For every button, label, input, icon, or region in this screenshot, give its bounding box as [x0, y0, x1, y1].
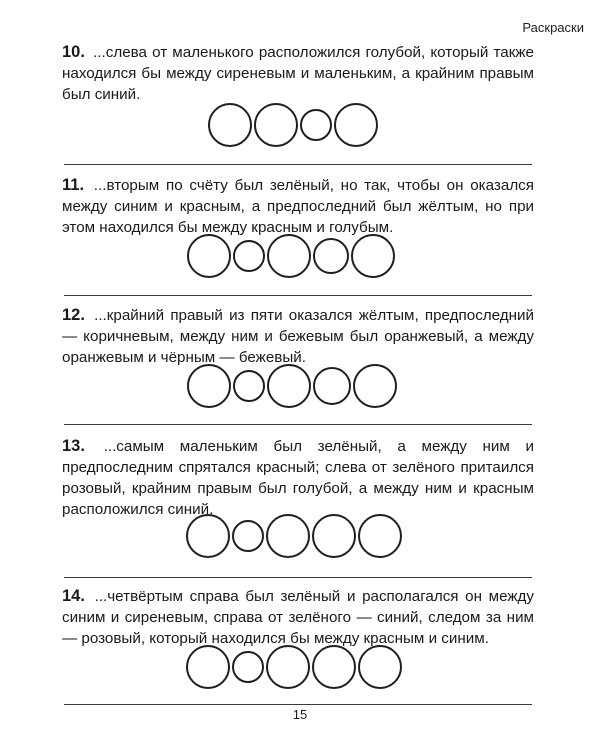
task-number: 10.: [62, 43, 85, 61]
task-12: [62, 305, 534, 368]
circle-outline[interactable]: [312, 645, 356, 689]
divider: [64, 704, 532, 705]
circle-outline[interactable]: [267, 364, 311, 408]
circle-row-12: [187, 364, 397, 408]
circle-outline[interactable]: [312, 514, 356, 558]
circle-outline[interactable]: [313, 367, 351, 405]
circle-outline[interactable]: [254, 103, 298, 147]
circle-outline[interactable]: [208, 103, 252, 147]
task-number: 13.: [62, 437, 85, 455]
task-number: 14.: [62, 587, 85, 605]
task-text: ...самым маленьким был зелёный, а между ним и предпоследним спрятался красный; слева от зелёного притаился розовый, крайним правым был голубой, а между ним и красным расположился синий.: [62, 438, 534, 518]
divider: [64, 295, 532, 296]
circle-outline[interactable]: [266, 514, 310, 558]
circle-outline[interactable]: [186, 645, 230, 689]
task-13: [62, 436, 534, 520]
task-text: ...крайний правый из пяти оказался жёлтым, предпоследний — коричневым, между ним и бежевым был оранжевый, а между оранжевым и чёрным — бежевый.: [62, 307, 534, 366]
circle-outline[interactable]: [351, 234, 395, 278]
task-text: ...вторым по счёту был зелёный, но так, чтобы он оказался между синим и красным, а предпоследний был жёлтым, но при этом находился бы между красным и голубым.: [62, 177, 534, 236]
task-10: [62, 42, 534, 105]
circle-outline[interactable]: [187, 364, 231, 408]
circle-outline[interactable]: [300, 109, 332, 141]
circle-outline[interactable]: [358, 645, 402, 689]
circle-outline[interactable]: [232, 651, 264, 683]
circle-outline[interactable]: [266, 645, 310, 689]
circle-row-10: [208, 103, 378, 147]
divider: [64, 424, 532, 425]
circle-outline[interactable]: [232, 520, 264, 552]
circle-outline[interactable]: [187, 234, 231, 278]
circle-row-11: [187, 234, 395, 278]
circle-outline[interactable]: [313, 238, 349, 274]
section-title: Раскраски: [522, 20, 584, 35]
task-14: [62, 586, 534, 649]
task-11: [62, 175, 534, 238]
circle-outline[interactable]: [233, 240, 265, 272]
circle-row-14: [186, 645, 402, 689]
circle-outline[interactable]: [353, 364, 397, 408]
task-number: 12.: [62, 306, 85, 324]
circle-outline[interactable]: [267, 234, 311, 278]
divider: [64, 164, 532, 165]
circle-outline[interactable]: [233, 370, 265, 402]
divider: [64, 577, 532, 578]
page-number: 15: [292, 707, 308, 722]
task-text: ...слева от маленького расположился голубой, который также находился бы между сиреневым и маленьким, а крайним правым был синий.: [62, 44, 534, 103]
circle-outline[interactable]: [334, 103, 378, 147]
circle-row-13: [186, 514, 402, 558]
circle-outline[interactable]: [358, 514, 402, 558]
circle-outline[interactable]: [186, 514, 230, 558]
task-number: 11.: [62, 176, 85, 194]
task-text: ...четвёртым справа был зелёный и располагался он между синим и сиреневым, справа от зелёного — синий, следом за ним — розовый, который находился бы между красным и синим.: [62, 588, 534, 647]
